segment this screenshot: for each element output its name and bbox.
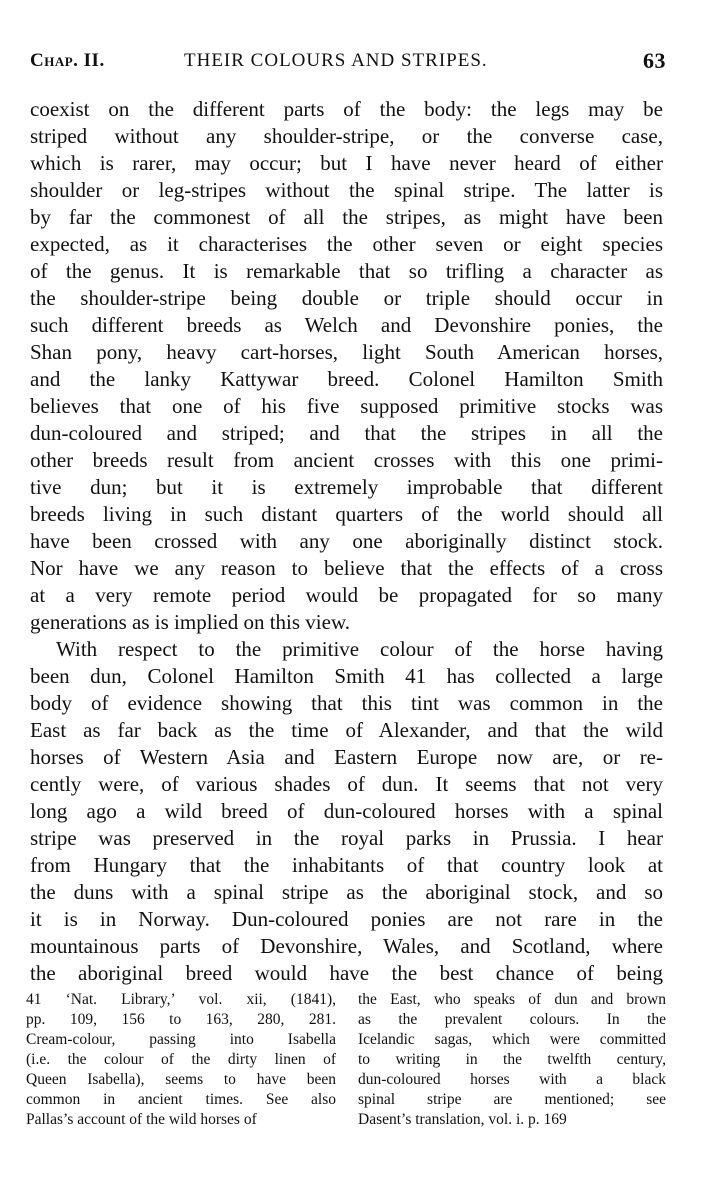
text-line: at a very remote period would be propagated for so many [30,583,663,607]
text-line: striped without any shoulder-stripe, or the converse case, [30,124,663,148]
footnote-line: dun-coloured horses with a black [358,1071,666,1088]
footnote-line: common in ancient times. See also [26,1091,336,1108]
footnote-line: as the prevalent colours. In the [358,1011,666,1028]
text-line: of the genus. It is remarkable that so trifling a character as [30,259,663,283]
text-line: East as far back as the time of Alexander, and that the wild [30,718,663,742]
text-line: With respect to the primitive colour of the horse having [56,637,663,661]
text-line: from Hungary that the inhabitants of that country look at [30,853,663,877]
footnote-line: Queen Isabella), seems to have been [26,1071,336,1088]
page-number: 63 [643,48,666,73]
footnote-line: Dasent’s translation, vol. i. p. 169 [358,1111,567,1128]
text-line: body of evidence showing that this tint was common in the [30,691,663,715]
text-line: horses of Western Asia and Eastern Europe now are, or re- [30,745,663,769]
text-line: generations as is implied on this view. [30,610,351,634]
footnote-line: the East, who speaks of dun and brown [358,991,666,1008]
chapter-label: Chap. II. [30,50,105,71]
footnote-line: (i.e. the colour of the dirty linen of [26,1051,336,1068]
text-line: breeds living in such distant quarters of the world should all [30,502,663,526]
text-line: expected, as it characterises the other seven or eight species [30,232,663,256]
text-line: believes that one of his five supposed primitive stocks was [30,394,663,418]
footnote-line: pp. 109, 156 to 163, 280, 281. [26,1011,336,1028]
text-line: long ago a wild breed of dun-coloured horses with a spinal [30,799,663,823]
text-line: and the lanky Kattywar breed. Colonel Hamilton Smith [30,367,663,391]
text-line: the aboriginal breed would have the best chance of being [30,961,663,985]
text-line: shoulder or leg-stripes without the spinal stripe. The latter is [30,178,663,202]
text-line: Shan pony, heavy cart-horses, light South American horses, [30,340,663,364]
text-line: stripe was preserved in the royal parks in Prussia. I hear [30,826,663,850]
text-line: cently were, of various shades of dun. It seems that not very [30,772,663,796]
text-line: the shoulder-stripe being double or triple should occur in [30,286,663,310]
text-line: it is in Norway. Dun-coloured ponies are not rare in the [30,907,663,931]
footnote-column-left [26,990,336,1130]
body-text [30,96,663,987]
text-line: the duns with a spinal stripe as the aboriginal stock, and so [30,880,663,904]
running-head [30,50,666,78]
footnote-line: Icelandic sagas, which were committed [358,1031,666,1048]
footnote-line: to writing in the twelfth century, [358,1051,666,1068]
text-line: Nor have we any reason to believe that the effects of a cross [30,556,663,580]
text-line: such different breeds as Welch and Devonshire ponies, the [30,313,663,337]
text-line: mountainous parts of Devonshire, Wales, and Scotland, where [30,934,663,958]
footnote-line: 41 ‘Nat. Library,’ vol. xii, (1841), [26,991,336,1008]
text-line: been dun, Colonel Hamilton Smith 41 has collected a large [30,664,663,688]
footnote-line: Pallas’s account of the wild horses of [26,1111,257,1128]
text-line: other breeds result from ancient crosses with this one primi- [30,448,663,472]
footnote-line: Cream-colour, passing into Isabella [26,1031,336,1048]
text-line: tive dun; but it is extremely improbable that different [30,475,663,499]
footnote-column-right [358,990,666,1130]
running-title: THEIR COLOURS AND STRIPES. [184,50,488,71]
text-line: dun-coloured and striped; and that the stripes in all the [30,421,663,445]
footnote-line: spinal stripe are mentioned; see [358,1091,666,1108]
text-line: coexist on the different parts of the body: the legs may be [30,97,663,121]
text-line: have been crossed with any one aboriginally distinct stock. [30,529,663,553]
text-line: which is rarer, may occur; but I have never heard of either [30,151,663,175]
text-line: by far the commonest of all the stripes, as might have been [30,205,663,229]
